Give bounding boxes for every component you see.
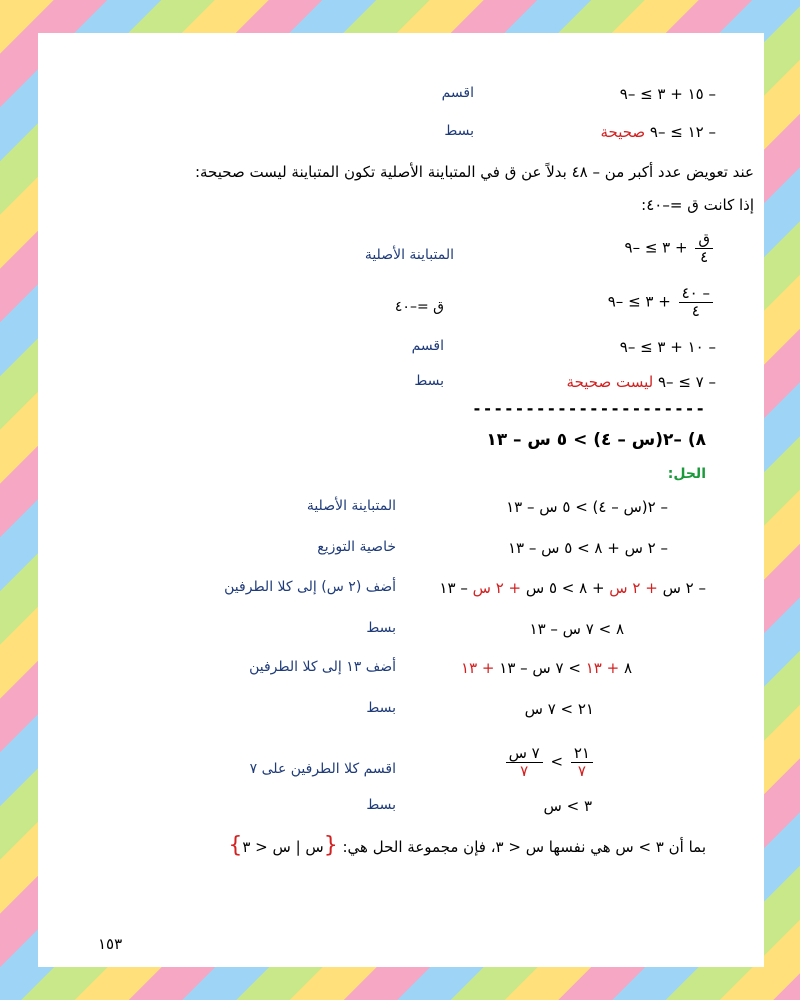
step-line: ٢١ > ٧ س xyxy=(524,700,594,718)
step-note: ق =–٤٠ xyxy=(394,299,444,315)
equation: – ١٢ ≥ –٩ xyxy=(649,123,716,141)
step-note: المتباينة الأصلية xyxy=(306,498,396,514)
page-sheet xyxy=(38,33,764,967)
eq-line xyxy=(600,123,716,141)
step-line: $\frac{٢١}{٧}$ > $\frac{\text{٧ س}}{٧}$ xyxy=(503,745,596,779)
step-note: أضف ١٣ إلى كلا الطرفين xyxy=(249,659,396,675)
step-note: بسط xyxy=(366,620,396,636)
conclusion: بما أن ٣ > س هي نفسها س < ٣، فإن مجموعة الحل هي: {س | س < ٣} xyxy=(228,833,706,858)
fraction: $\frac{٢١}{٧}$ xyxy=(571,745,593,779)
step-line: – ٢(س – ٤) > ٥ س – ١٣ xyxy=(506,498,668,516)
paragraph: إذا كانت ق =–٤٠: xyxy=(641,196,754,214)
step-note: بسط xyxy=(414,373,444,389)
equation: – ١٥ + ٣ ≥ –٩ xyxy=(619,85,716,103)
step-note: اقسم xyxy=(411,338,444,354)
fraction: $\frac{\text{ق}}{٤}$ xyxy=(695,231,713,265)
step-note: اقسم كلا الطرفين على ٧ xyxy=(249,761,396,777)
eq-line: – ١٠ + ٣ ≥ –٩ xyxy=(619,338,716,356)
step-line: ٣ > س xyxy=(543,797,592,815)
step-note: المتباينة الأصلية xyxy=(364,247,454,263)
solution-label: الحل: xyxy=(667,466,706,482)
status-label: ليست صحيحة xyxy=(566,373,654,391)
step-line: – ٢ س + ٨ > ٥ س – ١٣ xyxy=(507,539,668,557)
step-note: اقسم xyxy=(441,85,474,101)
step-line: ٨ + ١٣ > ٧ س – ١٣ + ١٣ xyxy=(461,659,632,677)
fraction: $\frac{\text{٧ س}}{٧}$ xyxy=(506,745,543,779)
paragraph: عند تعويض عدد أكبر من – ٤٨ بدلاً عن ق في المتباينة الأصلية تكون المتباينة ليست صحيحة: xyxy=(194,163,754,181)
fraction: $\frac{- ٤٠}{٤}$ xyxy=(679,285,713,319)
separator: ---------------------- xyxy=(472,399,706,418)
eq-line xyxy=(620,85,716,103)
step-note: خاصية التوزيع xyxy=(317,539,396,555)
page-number: ١٥٣ xyxy=(98,935,123,953)
eq-line: – ٧ ≥ –٩ ليست صحيحة xyxy=(566,373,716,391)
status-label: صحيحة xyxy=(600,123,646,141)
solution-set: {س | س < ٣} xyxy=(228,833,338,858)
step-note: بسط xyxy=(366,700,396,716)
problem-statement: ٨) –٢(س – ٤) > ٥ س – ١٣ xyxy=(486,430,706,450)
step-note: بسط xyxy=(366,797,396,813)
step-line: ٨ > ٧ س – ١٣ xyxy=(529,620,624,638)
step-note: بسط xyxy=(444,123,474,139)
eq-line: $\frac{\text{ق}}{٤}$ + ٣ ≥ –٩ xyxy=(625,231,717,265)
step-note: أضف (٢ س) إلى كلا الطرفين xyxy=(224,579,396,595)
eq-line: $\frac{- ٤٠}{٤}$ + ٣ ≥ –٩ xyxy=(608,285,716,319)
step-line: – ٢ س + ٢ س + ٨ > ٥ س + ٢ س – ١٣ xyxy=(439,579,706,597)
